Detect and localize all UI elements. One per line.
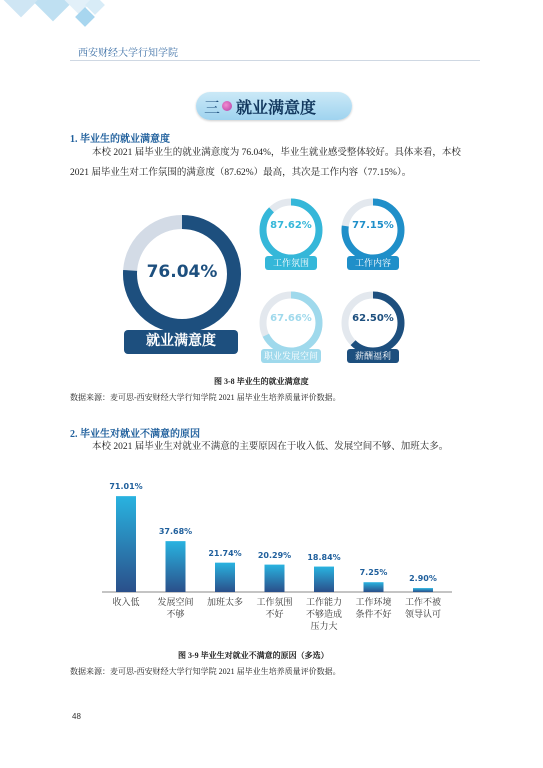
bar-category-line: 领导认可 (404, 609, 441, 619)
bar-1 (116, 496, 136, 592)
small-donut-value-3: 67.66% (270, 313, 312, 324)
bar-category-label-6 (350, 596, 398, 620)
bar-2 (166, 541, 186, 592)
figure1-caption: 图 3-8 毕业生的就业满意度 (214, 377, 309, 386)
small-donut-label-2: 工作内容 (347, 256, 399, 270)
bar-category-line: 发展空间 (157, 597, 194, 607)
banner-bullet-icon (222, 101, 232, 111)
bar-category-label-7 (399, 596, 447, 620)
small-donut-value-1: 87.62% (270, 220, 312, 231)
page-number: 48 (72, 712, 81, 721)
document-header: 西安财经大学行知学院 (78, 48, 178, 59)
bar-category-line: 工作氛围 (256, 597, 293, 607)
bar-category-line: 不够造成 (305, 609, 342, 619)
section-banner (196, 92, 352, 120)
bar-7 (413, 588, 433, 592)
bar-3 (215, 563, 235, 592)
section2-line1: 本校 2021 届毕业生对就业不满意的主要原因在于收入低、发展空间不够、加班太多。 (92, 442, 449, 452)
figure2-caption: 图 3-9 毕业生对就业不满意的原因（多选） (178, 651, 329, 660)
bar-value-label-2: 37.68% (158, 527, 193, 537)
banner-title: 就业满意度 (236, 100, 317, 117)
bar-category-line: 压力大 (310, 621, 338, 631)
figure2-source: 数据来源：麦可思-西安财经大学行知学院 2021 届毕业生培养质量评价数据。 (70, 667, 341, 676)
bar-category-line: 工作能力 (305, 597, 342, 607)
bar-4 (265, 565, 285, 592)
section1-line1: 本校 2021 届毕业生的就业满意度为 76.04%，毕业生就业感受整体较好。具体来看，本校 (92, 148, 461, 158)
small-donut-label-4: 薪酬福利 (347, 349, 399, 363)
bar-value-label-5: 18.84% (307, 552, 341, 562)
corner-decoration (0, 0, 120, 40)
bar-value-label-3: 21.74% (208, 548, 242, 558)
bar-value-label-4: 20.29% (257, 550, 292, 560)
bar-category-line: 不够 (166, 609, 185, 619)
bar-category-label-4 (251, 596, 299, 620)
bar-category-line: 不好 (265, 609, 284, 619)
bar-category-line: 加班太多 (206, 597, 243, 607)
figure1-source: 数据来源：麦可思-西安财经大学行知学院 2021 届毕业生培养质量评价数据。 (70, 393, 341, 402)
bar-value-label-7: 2.90% (409, 574, 437, 584)
small-donut-value-4: 62.50% (352, 313, 394, 324)
bar-category-line: 工作环境 (355, 597, 392, 607)
bar-category-line: 条件不好 (355, 609, 392, 619)
bar-value-label-6: 7.25% (359, 568, 388, 578)
bar-category-label-1 (102, 596, 150, 608)
bar-category-line: 收入低 (112, 597, 140, 607)
bar-category-label-5 (300, 596, 348, 632)
bar-5 (314, 567, 334, 592)
small-donut-label-3: 职业发展空间 (261, 349, 321, 363)
small-donut-value-2: 77.15% (352, 220, 394, 231)
section2-heading: 2. 毕业生对就业不满意的原因 (70, 429, 200, 440)
banner-number: 三 (204, 98, 221, 117)
bar-category-label-3 (201, 596, 249, 608)
bar-category-line: 工作不被 (404, 597, 441, 607)
bar-6 (364, 582, 384, 592)
main-donut-value: 76.04% (146, 262, 218, 282)
bar-value-label-1: 71.01% (109, 482, 143, 492)
main-donut-label: 就业满意度 (124, 330, 238, 354)
section1-heading: 1. 毕业生的就业满意度 (70, 134, 170, 145)
section1-line2: 2021 届毕业生对工作氛围的满意度（87.62%）最高，其次是工作内容（77.15%）。 (70, 168, 412, 178)
small-donut-label-1: 工作氛围 (265, 256, 317, 270)
header-divider (70, 60, 480, 61)
bar-category-label-2 (152, 596, 200, 620)
